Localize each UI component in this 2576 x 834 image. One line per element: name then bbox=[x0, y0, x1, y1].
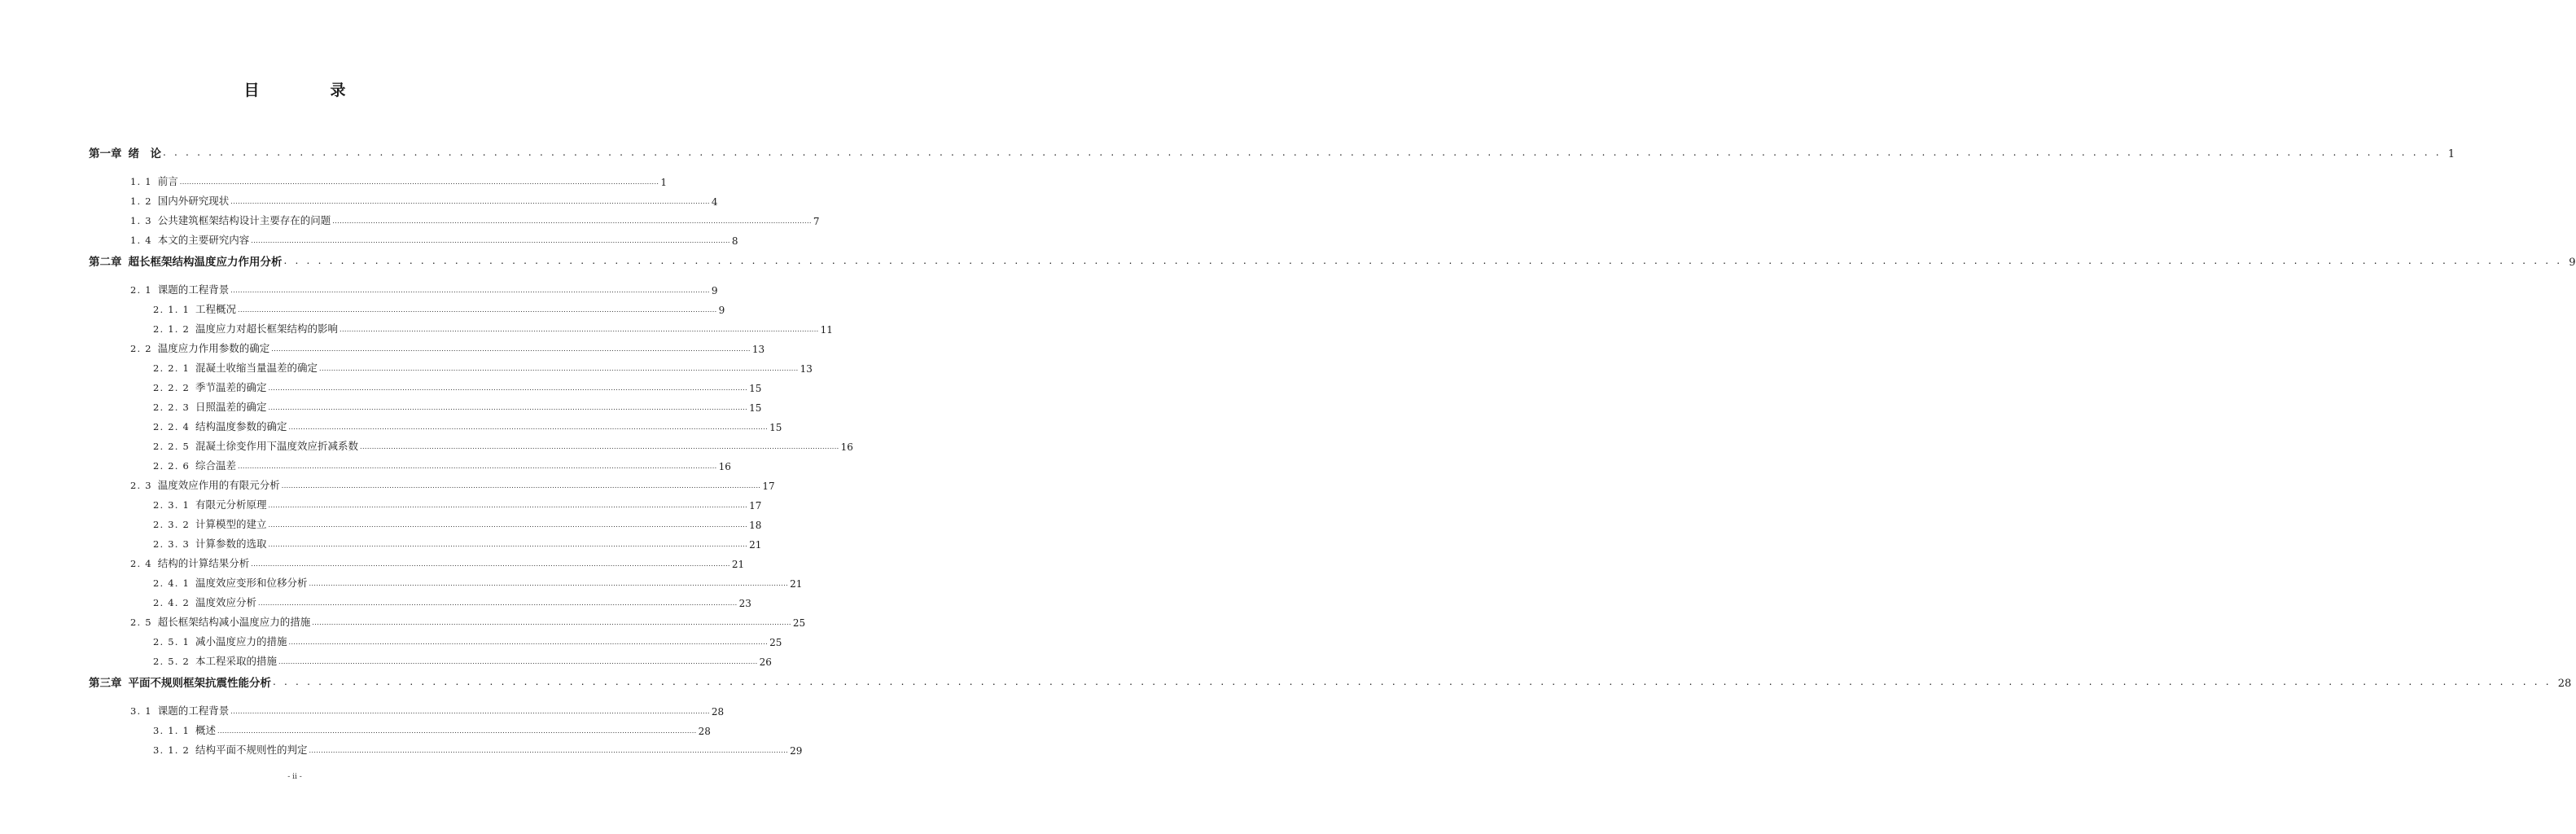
toc-entry-number: 2. 2. 3 bbox=[153, 402, 190, 413]
toc-entry-title bbox=[153, 516, 269, 531]
toc-entry-number: 第一章 bbox=[89, 147, 122, 160]
toc-entry-subsection[interactable] bbox=[89, 511, 762, 531]
toc-entry-page-number: 11 bbox=[820, 324, 833, 336]
toc-entry-label: 超长框架结构温度应力作用分析 bbox=[128, 256, 283, 269]
toc-entry-number: 3. 1 bbox=[130, 705, 152, 717]
toc-entry-title bbox=[130, 340, 271, 355]
toc-entry-label: 混凝土徐变作用下温度效应折减系数 bbox=[195, 440, 358, 452]
toc-entry-page-number: 15 bbox=[769, 422, 782, 433]
toc-entry-title bbox=[130, 555, 251, 570]
toc-entry-subsection[interactable] bbox=[89, 296, 725, 316]
dot-leader: ........................................................................................................................................................................................................ bbox=[179, 178, 659, 186]
toc-entry-label: 课题的工程背景 bbox=[157, 705, 230, 717]
dot-leader: ........................................................................................................................................................................................................ bbox=[288, 639, 769, 646]
toc-entry-page-number: 13 bbox=[751, 344, 765, 355]
toc-entry-number: 2. 1. 2 bbox=[153, 323, 190, 335]
toc-entry-page-number: 9 bbox=[718, 305, 725, 316]
dot-leader: ........................................................................................................................................................................................................ bbox=[268, 521, 748, 529]
toc-entry-page-number: 4 bbox=[711, 196, 718, 208]
toc-entry-label: 季节温差的确定 bbox=[195, 381, 267, 393]
toc-entry-page-number: 17 bbox=[762, 481, 775, 492]
toc-entry-page-number: 7 bbox=[813, 216, 820, 227]
dot-leader: ........................................................................................................................................................................................................ bbox=[309, 747, 789, 754]
toc-entry-label: 混凝土收缩当量温差的确定 bbox=[195, 362, 318, 374]
toc-entry-page-number: 1 bbox=[2447, 148, 2456, 160]
toc-entry-subsection[interactable] bbox=[89, 375, 762, 394]
toc-entry-section[interactable] bbox=[89, 698, 725, 718]
toc-entry-label: 本文的主要研究内容 bbox=[157, 234, 250, 246]
toc-entry-title bbox=[130, 703, 230, 718]
toc-entry-number: 2. 1 bbox=[130, 284, 152, 296]
toc-entry-label: 减小温度应力的措施 bbox=[195, 635, 287, 647]
toc-entry-number: 2. 2. 5 bbox=[153, 441, 190, 452]
toc-entry-label: 综合温差 bbox=[195, 459, 236, 472]
toc-entry-title bbox=[153, 438, 360, 453]
toc-entry-subsection[interactable] bbox=[89, 590, 751, 609]
toc-entry-number: 第二章 bbox=[89, 256, 122, 269]
toc-entry-number: 2. 3. 1 bbox=[153, 499, 190, 511]
toc-entry-page-number: 17 bbox=[749, 500, 762, 511]
toc-entry-page-number: 15 bbox=[749, 402, 762, 414]
toc-entry-section[interactable] bbox=[89, 472, 775, 492]
toc-entry-label: 温度效应变形和位移分析 bbox=[195, 577, 308, 589]
dot-leader: ........................................................................................................................................................................................................ bbox=[288, 424, 769, 431]
dot-leader: ........................................................................................................................................................................................................ bbox=[251, 560, 730, 568]
toc-entry-title bbox=[130, 477, 282, 492]
toc-entry-number: 2. 4 bbox=[130, 558, 152, 569]
dot-leader: ........................................................................................................................................................................................................ bbox=[258, 599, 738, 607]
toc-entry-title bbox=[153, 497, 269, 511]
dot-leader: ........................................................................................................................................................................................................ bbox=[238, 463, 717, 470]
toc-entry-title bbox=[153, 575, 309, 590]
toc-entry-title bbox=[153, 360, 319, 375]
toc-entry-title bbox=[153, 380, 269, 394]
toc-entry-page-number: 26 bbox=[759, 656, 772, 668]
toc-entry-label: 公共建筑框架结构设计主要存在的问题 bbox=[157, 214, 331, 226]
toc-entry-number: 2. 4. 1 bbox=[153, 577, 190, 589]
toc-entry-section[interactable] bbox=[89, 551, 745, 570]
toc-entry-subsection[interactable] bbox=[89, 737, 803, 757]
toc-entry-number: 2. 2. 6 bbox=[153, 460, 190, 472]
toc-entry-number: 2. 2. 1 bbox=[153, 362, 190, 374]
toc-entry-number: 2. 5 bbox=[130, 617, 152, 628]
dot-leader: ........................................................................................................................................................................................................ bbox=[271, 345, 751, 353]
toc-entry-subsection[interactable] bbox=[89, 414, 782, 433]
toc-entry-number: 2. 4. 2 bbox=[153, 597, 190, 608]
toc-entry-page-number: 21 bbox=[749, 539, 762, 551]
toc-entry-title bbox=[89, 252, 284, 269]
toc-entry-subsection[interactable] bbox=[89, 629, 782, 648]
toc-entry-title bbox=[153, 458, 238, 472]
toc-entry-section[interactable] bbox=[89, 277, 718, 296]
toc-entry-title bbox=[130, 213, 332, 227]
dot-leader: ........................................................................................................................................................................................................ bbox=[230, 287, 710, 294]
toc-entry-title bbox=[89, 144, 163, 160]
toc-entry-label: 计算参数的选取 bbox=[195, 538, 267, 550]
toc-entry-number: 1. 3 bbox=[130, 215, 152, 226]
toc-entry-label: 前言 bbox=[157, 175, 178, 187]
toc-entry-subsection[interactable] bbox=[89, 453, 731, 472]
toc-entry-label: 工程概况 bbox=[195, 303, 236, 315]
toc-entry-number: 2. 2. 4 bbox=[153, 421, 190, 432]
toc-entry-number: 3. 1. 2 bbox=[153, 744, 190, 756]
dot-leader: ........................................................................................................................................................................................................ bbox=[332, 217, 812, 225]
toc-entry-number: 2. 1. 1 bbox=[153, 304, 190, 315]
toc-entry-subsection[interactable] bbox=[89, 316, 833, 336]
toc-entry-title bbox=[153, 653, 278, 668]
toc-entry-title bbox=[153, 321, 340, 336]
toc-entry-number: 2. 3. 3 bbox=[153, 538, 190, 550]
toc-entry-label: 课题的工程背景 bbox=[157, 283, 230, 296]
toc-entry-page-number: 13 bbox=[800, 363, 813, 375]
toc-entry-page-number: 29 bbox=[790, 745, 803, 757]
dot-leader: ........................................................................................................................................................................................................ bbox=[319, 365, 799, 372]
toc-entry-label: 平面不规则框架抗震性能分析 bbox=[128, 677, 271, 690]
dot-leader: ........................................................................................................................................................................................................ bbox=[281, 482, 761, 489]
toc-entry-chapter[interactable] bbox=[89, 142, 2456, 160]
toc-entry-title bbox=[153, 419, 289, 433]
dot-leader: ........................................................................................................................................................................................................ bbox=[268, 404, 748, 411]
dot-leader: ........................................................................................................................................................................................................ bbox=[268, 541, 748, 548]
toc-entry-chapter[interactable] bbox=[89, 671, 2572, 690]
dot-leader: ........................................................................................................................................................................................................ bbox=[309, 580, 789, 587]
dot-leader: ........................................................................................................................................................................................................ bbox=[217, 727, 697, 735]
toc-entry-label: 温度应力作用参数的确定 bbox=[157, 342, 270, 354]
toc-entry-label: 结构的计算结果分析 bbox=[157, 557, 250, 569]
toc-entry-number: 1. 2 bbox=[130, 195, 152, 207]
toc-entry-page-number: 16 bbox=[840, 441, 853, 453]
toc-entry-page-number: 8 bbox=[731, 235, 738, 247]
toc-entry-label: 结构平面不规则性的判定 bbox=[195, 744, 308, 756]
toc-entry-section[interactable] bbox=[89, 169, 667, 188]
toc-entry-page-number: 9 bbox=[711, 285, 718, 296]
toc-entry-page-number: 23 bbox=[738, 598, 751, 609]
toc-entry-label: 本工程采取的措施 bbox=[195, 655, 277, 667]
toc-entry-chapter[interactable] bbox=[89, 250, 2576, 269]
toc-entry-number: 3. 1. 1 bbox=[153, 725, 190, 736]
toc-entry-subsection[interactable] bbox=[89, 648, 772, 668]
toc-entry-page-number: 28 bbox=[711, 706, 725, 718]
toc-entry-title bbox=[130, 232, 251, 247]
toc-entry-number: 1. 1 bbox=[130, 176, 152, 187]
toc-entry-page-number: 9 bbox=[2569, 257, 2576, 269]
toc-entry-section[interactable] bbox=[89, 188, 718, 208]
dot-leader: . . . . . . . . . . . . . . . . . . . . . . . . . . . . . . . . . . . . . . . . . . . . . . . . . . . . . . . . . . . . . . . . . . . . . . . . . . . . . . . . . . . . . . . . . . . . . . . . . . . . . . . . . . . . . . . . . . . . . . . . . . . . . . . . . . . . . . . . . . . . . . . . . . . . . . . . . . . . . . . . . . . . . . . . . . . . . . . . . . . . . . . . . . . . . . . . . . . . . . . . bbox=[273, 676, 2552, 687]
dot-leader: ........................................................................................................................................................................................................ bbox=[268, 384, 748, 392]
toc-entry-subsection[interactable] bbox=[89, 492, 762, 511]
dot-leader: ........................................................................................................................................................................................................ bbox=[312, 619, 791, 626]
toc-entry-section[interactable] bbox=[89, 609, 806, 629]
toc-entry-title bbox=[153, 301, 238, 316]
toc-entry-page-number: 28 bbox=[698, 726, 711, 737]
dot-leader: ........................................................................................................................................................................................................ bbox=[360, 443, 839, 450]
toc-entry-title bbox=[153, 634, 289, 648]
toc-entry-title bbox=[153, 722, 217, 737]
toc-entry-number: 2. 5. 2 bbox=[153, 656, 190, 667]
toc-entry-label: 温度应力对超长框架结构的影响 bbox=[195, 323, 338, 335]
toc-entry-label: 计算模型的建立 bbox=[195, 518, 267, 530]
toc-entry-title bbox=[153, 742, 309, 757]
toc-entry-subsection[interactable] bbox=[89, 355, 813, 375]
toc-entry-page-number: 25 bbox=[769, 637, 782, 648]
toc-entry-title bbox=[153, 536, 269, 551]
toc-entry-number: 2. 3 bbox=[130, 480, 152, 491]
dot-leader: ........................................................................................................................................................................................................ bbox=[251, 237, 730, 244]
toc-entry-title bbox=[153, 595, 258, 609]
dot-leader: ........................................................................................................................................................................................................ bbox=[230, 708, 710, 715]
dot-leader: ........................................................................................................................................................................................................ bbox=[340, 326, 819, 333]
toc-entry-section[interactable] bbox=[89, 208, 820, 227]
page-number-footer: - ii - bbox=[287, 773, 302, 781]
table-of-contents bbox=[89, 142, 2576, 757]
toc-entry-label: 概述 bbox=[195, 724, 216, 736]
toc-entry-subsection[interactable] bbox=[89, 433, 853, 453]
toc-entry-number: 2. 3. 2 bbox=[153, 519, 190, 530]
toc-entry-label: 结构温度参数的确定 bbox=[195, 420, 287, 432]
page-title: 目 录 bbox=[243, 81, 374, 99]
toc-entry-label: 超长框架结构减小温度应力的措施 bbox=[157, 616, 311, 628]
toc-entry-page-number: 21 bbox=[790, 578, 803, 590]
toc-entry-title bbox=[89, 674, 273, 690]
toc-entry-subsection[interactable] bbox=[89, 718, 711, 737]
dot-leader: ........................................................................................................................................................................................................ bbox=[268, 502, 748, 509]
toc-entry-title bbox=[130, 614, 312, 629]
toc-entry-page-number: 18 bbox=[749, 520, 762, 531]
toc-entry-number: 2. 2. 2 bbox=[153, 382, 190, 393]
toc-entry-page-number: 15 bbox=[749, 383, 762, 394]
toc-entry-number: 2. 5. 1 bbox=[153, 636, 190, 647]
toc-entry-number: 1. 4 bbox=[130, 235, 152, 246]
toc-entry-title bbox=[130, 173, 180, 188]
toc-entry-number: 2. 2 bbox=[130, 343, 152, 354]
toc-entry-subsection[interactable] bbox=[89, 531, 762, 551]
dot-leader: . . . . . . . . . . . . . . . . . . . . . . . . . . . . . . . . . . . . . . . . . . . . . . . . . . . . . . . . . . . . . . . . . . . . . . . . . . . . . . . . . . . . . . . . . . . . . . . . . . . . . . . . . . . . . . . . . . . . . . . . . . . . . . . . . . . . . . . . . . . . . . . . . . . . . . . . . . . . . . . . . . . . . . . . . . . . . . . . . . . . . . . . . . . . . . . . . . . . . . . . bbox=[163, 147, 2442, 158]
dot-leader: ........................................................................................................................................................................................................ bbox=[230, 198, 710, 205]
toc-entry-page-number: 1 bbox=[660, 177, 667, 188]
toc-entry-page-number: 25 bbox=[792, 617, 806, 629]
toc-entry-page-number: 28 bbox=[2557, 678, 2572, 690]
toc-entry-page-number: 21 bbox=[731, 559, 745, 570]
dot-leader: . . . . . . . . . . . . . . . . . . . . . . . . . . . . . . . . . . . . . . . . . . . . . . . . . . . . . . . . . . . . . . . . . . . . . . . . . . . . . . . . . . . . . . . . . . . . . . . . . . . . . . . . . . . . . . . . . . . . . . . . . . . . . . . . . . . . . . . . . . . . . . . . . . . . . . . . . . . . . . . . . . . . . . . . . . . . . . . . . . . . . . . . . . . . . . . . . . . . . . . . bbox=[283, 255, 2563, 266]
toc-entry-label: 绪 论 bbox=[128, 147, 161, 160]
dot-leader: ........................................................................................................................................................................................................ bbox=[278, 658, 758, 665]
toc-entry-label: 温度效应作用的有限元分析 bbox=[157, 479, 280, 491]
toc-entry-title bbox=[130, 193, 230, 208]
dot-leader: ........................................................................................................................................................................................................ bbox=[238, 306, 717, 314]
toc-entry-label: 温度效应分析 bbox=[195, 596, 256, 608]
toc-entry-number: 第三章 bbox=[89, 677, 122, 690]
toc-entry-label: 日照温差的确定 bbox=[195, 401, 267, 413]
toc-entry-subsection[interactable] bbox=[89, 570, 803, 590]
toc-entry-subsection[interactable] bbox=[89, 394, 762, 414]
toc-entry-title bbox=[130, 282, 230, 296]
toc-entry-label: 国内外研究现状 bbox=[157, 195, 230, 207]
toc-entry-title bbox=[153, 399, 269, 414]
toc-entry-label: 有限元分析原理 bbox=[195, 498, 267, 511]
toc-entry-page-number: 16 bbox=[718, 461, 731, 472]
toc-entry-section[interactable] bbox=[89, 227, 738, 247]
toc-entry-section[interactable] bbox=[89, 336, 765, 355]
